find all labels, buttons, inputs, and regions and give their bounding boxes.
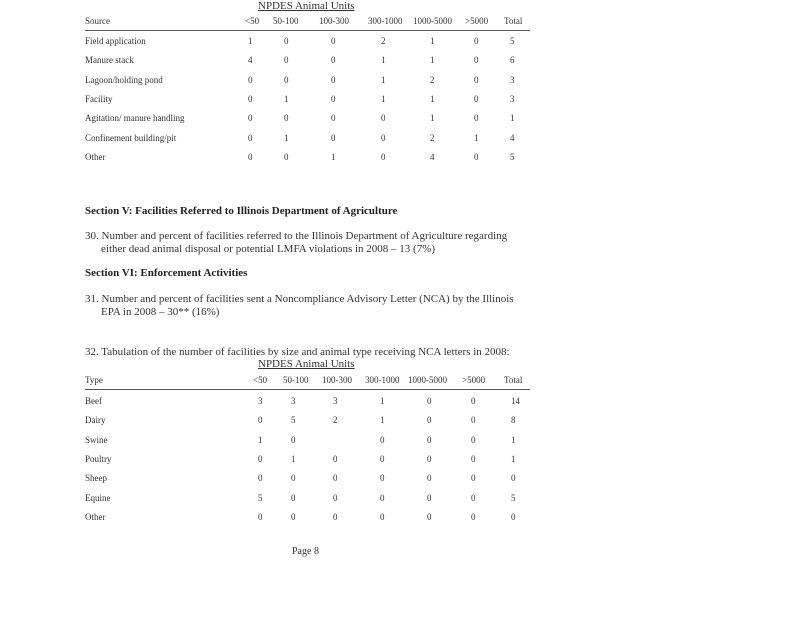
table-cell: 3 bbox=[291, 396, 296, 406]
table-cell: 0 bbox=[381, 113, 386, 124]
table-cell: 0 bbox=[331, 113, 336, 124]
row-label: Swine bbox=[85, 434, 108, 445]
table-cell: 0 bbox=[331, 36, 336, 46]
table-cell: 0 bbox=[331, 74, 336, 85]
table-cell: 2 bbox=[333, 415, 338, 426]
row-label: Other bbox=[85, 151, 106, 162]
table-cell: 1 bbox=[331, 151, 336, 162]
table-cell: 0 bbox=[427, 511, 432, 522]
table-cell: 1 bbox=[284, 132, 289, 143]
table-cell: 0 bbox=[427, 453, 432, 464]
table1-header-col: <50 bbox=[245, 16, 260, 26]
table-cell: 1 bbox=[430, 93, 435, 104]
table2-header-col: 300-1000 bbox=[365, 375, 400, 385]
table-cell: 5 bbox=[510, 36, 515, 46]
table-cell: 1 bbox=[430, 36, 435, 46]
table2-header-col: 50-100 bbox=[283, 375, 309, 385]
row-label: Poultry bbox=[85, 453, 112, 464]
table-cell: 0 bbox=[474, 36, 479, 46]
table-cell: 4 bbox=[430, 151, 435, 162]
table-cell: 0 bbox=[248, 151, 253, 162]
table-cell: 5 bbox=[510, 151, 515, 162]
table-cell: 0 bbox=[471, 511, 476, 522]
table2-header-label: Type bbox=[85, 375, 103, 385]
table-cell: 1 bbox=[381, 93, 386, 104]
table-cell: 0 bbox=[258, 415, 263, 426]
table-cell: 3 bbox=[510, 93, 515, 104]
table-cell: 1 bbox=[380, 396, 385, 406]
table-row bbox=[85, 512, 530, 528]
table-cell: 0 bbox=[248, 113, 253, 124]
row-label: Equine bbox=[85, 492, 111, 503]
table-cell: 6 bbox=[510, 55, 515, 66]
table2-header bbox=[85, 373, 530, 390]
table-cell: 0 bbox=[331, 132, 336, 143]
section5-item30-line1: 30. Number and percent of facilities referred to the Illinois Department of Agriculture regarding bbox=[85, 230, 508, 242]
table-row bbox=[85, 94, 530, 110]
table-cell: 0 bbox=[380, 434, 385, 445]
table-cell: 0 bbox=[284, 74, 289, 85]
table-cell: 1 bbox=[430, 113, 435, 124]
table1-caption: NPDES Animal Units bbox=[258, 0, 355, 12]
row-label: Manure stack bbox=[85, 55, 134, 66]
table-row bbox=[85, 415, 530, 431]
table-cell: 1 bbox=[510, 113, 515, 124]
table2-header-col: 1000-5000 bbox=[408, 375, 447, 385]
table-cell: 1 bbox=[248, 36, 253, 46]
page-number: Page 8 bbox=[292, 546, 319, 557]
section6-item31-line1: 31. Number and percent of facilities sent a Noncompliance Advisory Letter (NCA) by the Illinois bbox=[85, 293, 514, 305]
table-cell: 0 bbox=[258, 473, 263, 484]
table-cell: 0 bbox=[331, 55, 336, 66]
table-cell: 1 bbox=[380, 415, 385, 426]
table-cell: 14 bbox=[511, 396, 520, 406]
table-cell: 5 bbox=[291, 415, 296, 426]
section6-item31-line2: EPA in 2008 – 30** (16%) bbox=[101, 306, 220, 318]
table-cell: 0 bbox=[380, 492, 385, 503]
table-cell: 0 bbox=[427, 473, 432, 484]
row-label: Beef bbox=[85, 396, 102, 406]
table-cell: 0 bbox=[471, 492, 476, 503]
table-cell: 0 bbox=[471, 415, 476, 426]
table-cell: 0 bbox=[474, 55, 479, 66]
table-cell: 0 bbox=[471, 453, 476, 464]
table1-header-col: >5000 bbox=[465, 16, 489, 26]
table-cell: 1 bbox=[291, 453, 296, 464]
section5-title: Section V: Facilities Referred to Illinois Department of Agriculture bbox=[85, 205, 398, 217]
table-cell: 3 bbox=[258, 396, 263, 406]
table-cell: 0 bbox=[291, 492, 296, 503]
table2-header-col: 100-300 bbox=[322, 375, 352, 385]
table-row bbox=[85, 36, 530, 52]
table-row bbox=[85, 435, 530, 451]
table-cell: 0 bbox=[291, 511, 296, 522]
row-label: Lagoon/holding pond bbox=[85, 74, 163, 85]
table-cell: 0 bbox=[427, 396, 432, 406]
table-cell: 1 bbox=[430, 55, 435, 66]
table-row bbox=[85, 454, 530, 470]
section6-title: Section VI: Enforcement Activities bbox=[85, 267, 248, 279]
table1-header bbox=[85, 14, 530, 31]
table-cell: 0 bbox=[248, 93, 253, 104]
table-cell: 0 bbox=[474, 113, 479, 124]
table-cell: 0 bbox=[333, 453, 338, 464]
table-row bbox=[85, 396, 530, 412]
table-cell: 0 bbox=[291, 473, 296, 484]
table-cell: 3 bbox=[510, 74, 515, 85]
table-cell: 0 bbox=[284, 113, 289, 124]
table-row bbox=[85, 493, 530, 509]
table-cell: 1 bbox=[474, 132, 479, 143]
table-cell: 0 bbox=[291, 434, 296, 445]
table1-header-col: Total bbox=[504, 16, 523, 26]
table2-caption: NPDES Animal Units bbox=[258, 358, 355, 370]
table1-header-col: 300-1000 bbox=[368, 16, 403, 26]
table-cell: 1 bbox=[284, 93, 289, 104]
table-cell: 4 bbox=[510, 132, 515, 143]
row-label: Agitation/ manure handling bbox=[85, 113, 185, 124]
table-cell: 0 bbox=[333, 473, 338, 484]
table-cell: 0 bbox=[333, 492, 338, 503]
table-cell: 5 bbox=[258, 492, 263, 503]
table-cell: 1 bbox=[511, 434, 516, 445]
table-cell: 0 bbox=[380, 473, 385, 484]
table-row bbox=[85, 55, 530, 71]
table2-header-col: Total bbox=[504, 375, 523, 385]
table-cell: 0 bbox=[380, 511, 385, 522]
table-cell: 0 bbox=[427, 434, 432, 445]
table-row bbox=[85, 152, 530, 168]
table-cell: 4 bbox=[248, 55, 253, 66]
table-row bbox=[85, 133, 530, 149]
table-cell: 0 bbox=[258, 511, 263, 522]
row-label: Sheep bbox=[85, 473, 107, 484]
table1-header-col: 100-300 bbox=[319, 16, 349, 26]
table-cell: 0 bbox=[427, 492, 432, 503]
table-cell: 1 bbox=[381, 74, 386, 85]
table-cell: 0 bbox=[284, 151, 289, 162]
table2-header-col: >5000 bbox=[462, 375, 486, 385]
row-label: Other bbox=[85, 511, 106, 522]
table-cell: 1 bbox=[511, 453, 516, 464]
section5-item30-line2: either dead animal disposal or potential LMFA violations in 2008 – 13 (7%) bbox=[101, 243, 436, 255]
table-cell: 0 bbox=[248, 132, 253, 143]
table-row bbox=[85, 75, 530, 91]
table-row bbox=[85, 113, 530, 129]
table-cell: 0 bbox=[258, 453, 263, 464]
table-cell: 0 bbox=[381, 151, 386, 162]
table-cell: 0 bbox=[474, 93, 479, 104]
table-cell: 2 bbox=[430, 132, 435, 143]
table-cell: 0 bbox=[471, 473, 476, 484]
table-cell: 0 bbox=[471, 434, 476, 445]
table1-header-col: 1000-5000 bbox=[413, 16, 452, 26]
table-cell: 0 bbox=[284, 36, 289, 46]
table-cell: 0 bbox=[333, 511, 338, 522]
table-cell: 3 bbox=[333, 396, 338, 406]
table-row bbox=[85, 473, 530, 489]
table-cell: 2 bbox=[381, 36, 386, 46]
table-cell: 0 bbox=[284, 55, 289, 66]
table-cell: 0 bbox=[427, 415, 432, 426]
table-cell: 2 bbox=[430, 74, 435, 85]
row-label: Facility bbox=[85, 93, 113, 104]
table-cell: 0 bbox=[471, 396, 476, 406]
row-label: Confinement building/pit bbox=[85, 132, 177, 143]
table-cell: 5 bbox=[511, 492, 516, 503]
row-label: Field application bbox=[85, 36, 146, 46]
row-label: Dairy bbox=[85, 415, 106, 426]
table-cell: 0 bbox=[248, 74, 253, 85]
table-cell: 8 bbox=[511, 415, 516, 426]
table-cell: 0 bbox=[511, 511, 516, 522]
table-cell: 1 bbox=[381, 55, 386, 66]
table-cell: 0 bbox=[381, 132, 386, 143]
table-cell: 0 bbox=[511, 473, 516, 484]
table2-header-col: <50 bbox=[253, 375, 268, 385]
table-cell: 0 bbox=[474, 151, 479, 162]
section6-item32: 32. Tabulation of the number of facilities by size and animal type receiving NCA letters in 2008: bbox=[85, 346, 510, 358]
table-cell: 0 bbox=[331, 93, 336, 104]
table-cell: 0 bbox=[474, 74, 479, 85]
table1-header-col: 50-100 bbox=[273, 16, 299, 26]
table-cell: 1 bbox=[258, 434, 263, 445]
table1-header-label: Source bbox=[85, 16, 110, 26]
table-cell: 0 bbox=[380, 453, 385, 464]
